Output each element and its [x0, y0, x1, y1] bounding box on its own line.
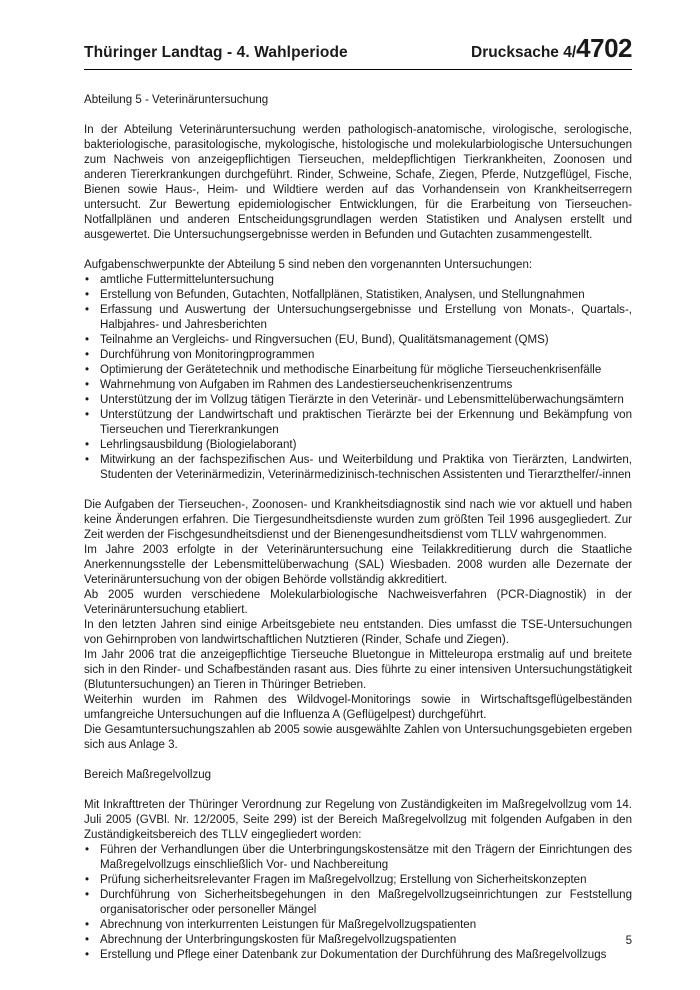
paragraph: Die Gesamtuntersuchungszahlen ab 2005 sowie ausgewählte Zahlen von Untersuchungsgebieten ergeben sich aus Anlage 3.: [84, 724, 632, 751]
drucksache-number: 4702: [576, 33, 632, 63]
list-item: • Abrechnung der Unterbringungskosten für Maßregelvollzugspatienten: [84, 933, 632, 948]
task-list: [84, 273, 632, 483]
drucksache-prefix: Drucksache 4/: [471, 44, 577, 61]
paragraph: Im Jahre 2003 erfolgte in der Veterinäruntersuchung eine Teilakkreditierung durch die Staatliche Anerkennungsstelle der Lebensmittelüberwachung (SAL) Wiesbaden. 2008 wurden alle Dezernate der Veterinäruntersuchung von der obigen Behörde vollständig akkreditiert.: [84, 544, 632, 586]
list-item: • Wahrnehmung von Aufgaben im Rahmen des Landestierseuchenkrisenzentrums: [84, 378, 632, 393]
document-body: [84, 93, 632, 963]
paragraph: In den letzten Jahren sind einige Arbeitsgebiete neu entstanden. Dies umfasst die TSE-Untersuchungen von Gehirnproben von landwirtschaftlichen Nutztieren (Rinder, Schafe und Ziegen).: [84, 619, 632, 646]
list-item: • Lehrlingsausbildung (Biologielaborant): [84, 438, 632, 453]
list-item: • Erstellung von Befunden, Gutachten, Notfallplänen, Statistiken, Analysen, und Stellungnahmen: [84, 288, 632, 303]
section-heading-abteilung-5: Abteilung 5 - Veterinäruntersuchung: [84, 94, 269, 106]
paragraph: Ab 2005 wurden verschiedene Molekularbiologische Nachweisverfahren (PCR-Diagnostik) in der Veterinäruntersuchung etabliert.: [84, 589, 632, 616]
list-item: • Führen der Verhandlungen über die Unterbringungskostensätze mit den Trägern der Einrichtungen des Maßregelvollzugs einschließlich Vor- und Nachbereitung: [84, 843, 632, 873]
massregelvollzug-task-list: [84, 843, 632, 963]
list-item: • Optimierung der Gerätetechnik und methodische Einarbeitung für mögliche Tierseuchenkrisenfälle: [84, 363, 632, 378]
list-item: • Unterstützung der im Vollzug tätigen Tierärzte in den Veterinär- und Lebensmittelüberwachungsämtern: [84, 393, 632, 408]
list-item: • Abrechnung von interkurrenten Leistungen für Maßregelvollzugspatienten: [84, 918, 632, 933]
paragraph: Die Aufgaben der Tierseuchen-, Zoonosen- und Krankheitsdiagnostik sind nach wie vor aktuell und haben keine Änderungen erfahren. Die Tiergesundheitsdienste wurden zum größten Teil 1996 ausgegliedert. Zur Zeit werden der Fischgesundheitsdienst und der Bienengesundheitsdienst vom TLLV wahrgenommen.: [84, 499, 632, 541]
list-item: • amtliche Futtermitteluntersuchung: [84, 273, 632, 288]
list-item: • Erstellung und Pflege einer Datenbank zur Dokumentation der Durchführung des Maßregelvollzugs: [84, 948, 632, 963]
list-item: • Unterstützung der Landwirtschaft und praktischen Tierärzte bei der Erkennung und Bekämpfung von Tierseuchen und Tiererkrankungen: [84, 408, 632, 438]
list-item: • Durchführung von Monitoringprogrammen: [84, 348, 632, 363]
header-divider: [84, 69, 632, 70]
drucksache-label: [471, 33, 632, 64]
paragraph-massregelvollzug-intro: Mit Inkrafttreten der Thüringer Verordnung zur Regelung von Zuständigkeiten im Maßregelvollzug vom 14. Juli 2005 (GVBl. Nr. 12/2005, Seite 299) ist der Bereich Maßregelvollzug mit folgenden Aufgaben in den Zuständigkeitsbereich des TLLV eingegliedert worden:: [84, 799, 632, 841]
list-item: • Prüfung sicherheitsrelevanter Fragen im Maßregelvollzug; Erstellung von Sicherheitskonzepten: [84, 873, 632, 888]
list-item: • Erfassung und Auswertung der Untersuchungsergebnisse und Erstellung von Monats-, Quartals-, Halbjahres- und Jahresberichten: [84, 303, 632, 333]
list-item: • Durchführung von Sicherheitsbegehungen in den Maßregelvollzugseinrichtungen zur Feststellung organisatorischer oder personeller Mängel: [84, 888, 632, 918]
page-number: 5: [625, 935, 632, 947]
document-title: Thüringer Landtag - 4. Wahlperiode: [84, 44, 348, 61]
list-item: • Mitwirkung an der fachspezifischen Aus- und Weiterbildung und Praktika von Tierärzten, Landwirten, Studenten der Veterinärmedizin, Veterinärmedizinisch-technischen Assistenten und Tierarzthelfer/-innen: [84, 453, 632, 483]
paragraph: Weiterhin wurden im Rahmen des Wildvogel-Monitorings sowie in Wirtschaftsgeflügelbeständen umfangreiche Untersuchungen auf die Influenza A (Geflügelpest) durchgeführt.: [84, 694, 632, 721]
list-intro: Aufgabenschwerpunkte der Abteilung 5 sind neben den vorgenannten Untersuchungen:: [84, 259, 533, 271]
list-item: • Teilnahme an Vergleichs- und Ringversuchen (EU, Bund), Qualitätsmanagement (QMS): [84, 333, 632, 348]
paragraph-intro: In der Abteilung Veterinäruntersuchung werden pathologisch-anatomische, virologische, serologische, bakteriologische, parasitologische, mykologische, histologische und molekularbiologische Untersuchungen zum Nachweis von anzeigepflichtigen Tierseuchen, meldepflichtigen Tierkrankheiten, Zoonosen und anderen Tiererkrankungen durchgeführt. Rinder, Schweine, Schafe, Ziegen, Pferde, Nutzgeflügel, Fische, Bienen sowie Haus-, Heim- und Wildtiere werden auf das Vorhandensein von Krankheitserregern untersucht. Zur Bewertung epidemiologischer Entwicklungen, für die Erarbeitung von Tierseuchen-Notfallplänen und anderen Entscheidungsgrundlagen werden Statistiken und Analysen erstellt und ausgewertet. Die Untersuchungsergebnisse werden in Befunden und Gutachten zusammengestellt.: [84, 124, 632, 241]
paragraph: Im Jahr 2006 trat die anzeigepflichtige Tierseuche Bluetongue in Mitteleuropa erstmalig auf und breitete sich in den Rinder- und Schafbeständen rasant aus. Dies führte zu einer intensiven Untersuchungstätigkeit (Blutuntersuchungen) an Tieren in Thüringer Betrieben.: [84, 649, 632, 691]
section-heading-massregelvollzug: Bereich Maßregelvollzug: [84, 769, 212, 781]
page-header: [84, 34, 632, 68]
